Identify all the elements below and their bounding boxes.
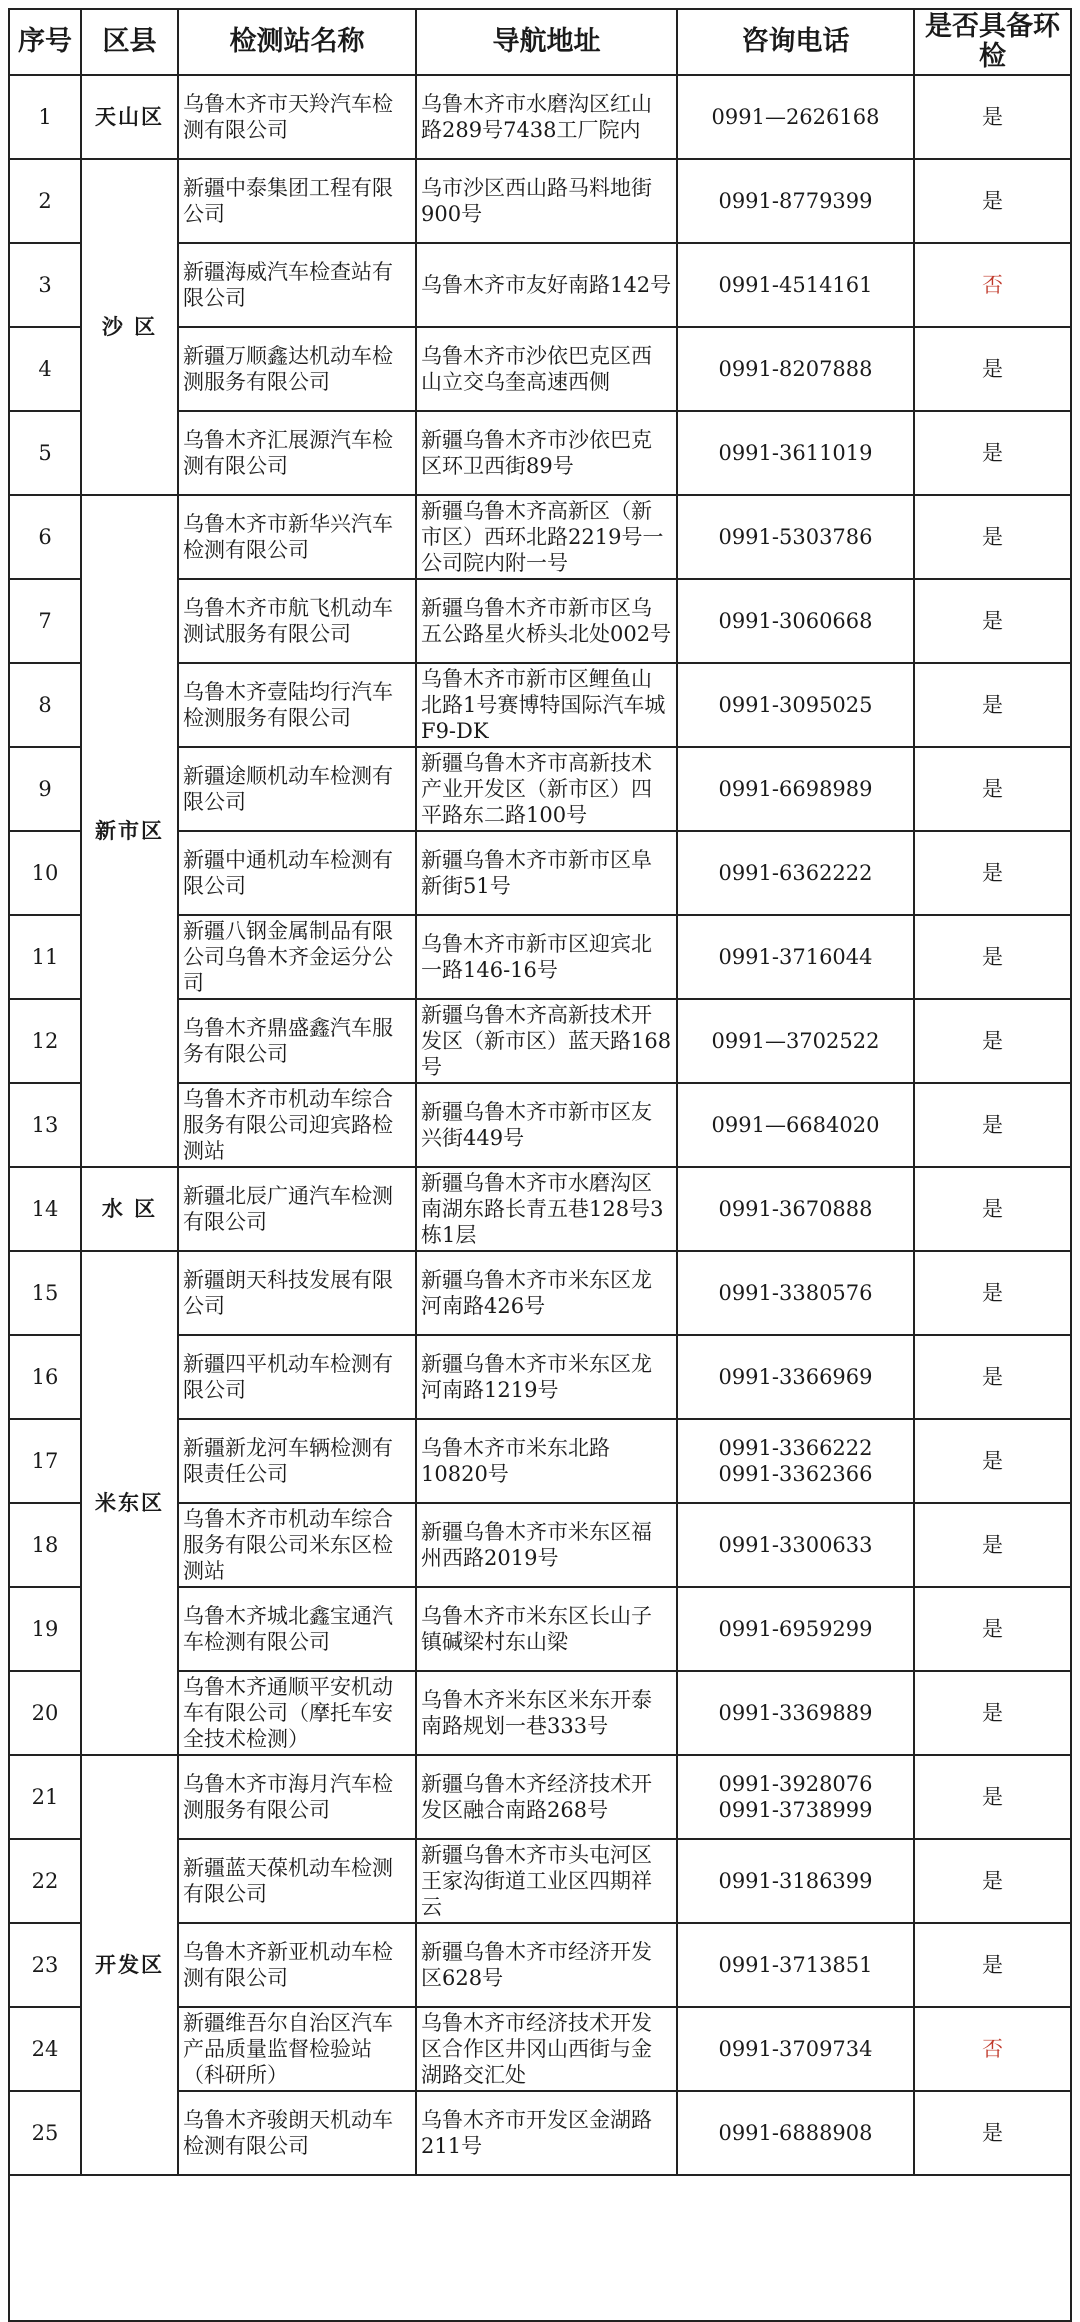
- env-check-status: 是: [914, 75, 1071, 159]
- station-phone: [677, 495, 914, 579]
- env-check-status: 是: [914, 1251, 1071, 1335]
- table-row: [9, 495, 1071, 579]
- phone-number: 0991-5303786: [718, 525, 873, 549]
- station-name: 新疆中通机动车检测有限公司: [178, 831, 416, 915]
- station-address: 新疆乌鲁木齐市新市区阜新街51号: [416, 831, 677, 915]
- station-phone: [677, 411, 914, 495]
- station-address: 乌市沙区西山路马料地街900号: [416, 159, 677, 243]
- station-phone: [677, 915, 914, 999]
- station-name: 乌鲁木齐汇展源汽车检测有限公司: [178, 411, 416, 495]
- row-index: 23: [9, 1923, 81, 2007]
- phone-number: 0991-6959299: [718, 1617, 873, 1641]
- empty-cell: [9, 2175, 1071, 2321]
- row-index: 17: [9, 1419, 81, 1503]
- table-row: [9, 75, 1071, 159]
- station-phone: [677, 1587, 914, 1671]
- station-name: 新疆海威汽车检查站有限公司: [178, 243, 416, 327]
- station-name: 新疆途顺机动车检测有限公司: [178, 747, 416, 831]
- station-phone: [677, 1923, 914, 2007]
- station-address: 乌鲁木齐市水磨沟区红山路289号7438工厂院内: [416, 75, 677, 159]
- header-station-name: 检测站名称: [178, 9, 416, 75]
- station-name: 新疆四平机动车检测有限公司: [178, 1335, 416, 1419]
- station-phone: [677, 1419, 914, 1503]
- phone-number: 0991-3095025: [718, 693, 873, 717]
- phone-number: 0991—6684020: [711, 1113, 880, 1137]
- env-check-status: 是: [914, 327, 1071, 411]
- row-index: 9: [9, 747, 81, 831]
- table-body: [9, 75, 1071, 2321]
- phone-number: 0991-3670888: [718, 1197, 873, 1221]
- station-phone: [677, 579, 914, 663]
- district-cell: 天山区: [81, 75, 178, 159]
- env-check-status: 是: [914, 1923, 1071, 2007]
- phone-number: 0991-3709734: [718, 2037, 873, 2061]
- env-check-status: 是: [914, 999, 1071, 1083]
- env-check-status: 是: [914, 1167, 1071, 1251]
- station-phone: [677, 2007, 914, 2091]
- station-name: 乌鲁木齐市机动车综合服务有限公司米东区检测站: [178, 1503, 416, 1587]
- district-cell: 开发区: [81, 1755, 178, 2175]
- phone-number: 0991-3611019: [718, 441, 873, 465]
- station-name: 新疆朗天科技发展有限公司: [178, 1251, 416, 1335]
- station-name: 乌鲁木齐城北鑫宝通汽车检测有限公司: [178, 1587, 416, 1671]
- phone-number: 0991-8207888: [718, 357, 873, 381]
- station-name: 乌鲁木齐市机动车综合服务有限公司迎宾路检测站: [178, 1083, 416, 1167]
- env-check-status: 是: [914, 159, 1071, 243]
- station-phone: [677, 1167, 914, 1251]
- row-index: 15: [9, 1251, 81, 1335]
- station-address: 新疆乌鲁木齐市新市区友兴街449号: [416, 1083, 677, 1167]
- env-check-status: 是: [914, 1083, 1071, 1167]
- station-address: 乌鲁木齐市经济技术开发区合作区井冈山西街与金湖路交汇处: [416, 2007, 677, 2091]
- empty-row: [9, 2175, 1071, 2321]
- district-cell: 米东区: [81, 1251, 178, 1755]
- row-index: 2: [9, 159, 81, 243]
- station-phone: [677, 2091, 914, 2175]
- station-phone: [677, 747, 914, 831]
- table-row: [9, 1167, 1071, 1251]
- station-phone: [677, 1335, 914, 1419]
- station-address: 新疆乌鲁木齐高新技术开发区（新市区）蓝天路168号: [416, 999, 677, 1083]
- station-name: 新疆维吾尔自治区汽车产品质量监督检验站（科研所）: [178, 2007, 416, 2091]
- row-index: 3: [9, 243, 81, 327]
- district-cell: 沙 区: [81, 159, 178, 495]
- row-index: 24: [9, 2007, 81, 2091]
- station-address: 乌鲁木齐市新市区迎宾北一路146-16号: [416, 915, 677, 999]
- header-district: 区县: [81, 9, 178, 75]
- phone-number-secondary: 0991-3738999: [718, 1798, 873, 1822]
- station-name: 乌鲁木齐鼎盛鑫汽车服务有限公司: [178, 999, 416, 1083]
- station-name: 新疆中泰集团工程有限公司: [178, 159, 416, 243]
- station-address: 乌鲁木齐市开发区金湖路211号: [416, 2091, 677, 2175]
- station-name: 乌鲁木齐市航飞机动车测试服务有限公司: [178, 579, 416, 663]
- station-name: 乌鲁木齐通顺平安机动车有限公司（摩托车安全技术检测）: [178, 1671, 416, 1755]
- station-address: 乌鲁木齐市米东区长山子镇碱梁村东山梁: [416, 1587, 677, 1671]
- env-check-status: 是: [914, 1755, 1071, 1839]
- table-row: [9, 159, 1071, 243]
- phone-number: 0991-3060668: [718, 609, 873, 633]
- station-name: 新疆北辰广通汽车检测有限公司: [178, 1167, 416, 1251]
- phone-number: 0991-6698989: [718, 777, 873, 801]
- env-check-status: 是: [914, 1839, 1071, 1923]
- phone-number: 0991-3380576: [718, 1281, 873, 1305]
- station-address: 新疆乌鲁木齐市米东区福州西路2019号: [416, 1503, 677, 1587]
- station-phone: [677, 159, 914, 243]
- row-index: 14: [9, 1167, 81, 1251]
- row-index: 1: [9, 75, 81, 159]
- env-check-status: 是: [914, 495, 1071, 579]
- env-check-status: 是: [914, 1671, 1071, 1755]
- env-check-status: 是: [914, 1503, 1071, 1587]
- row-index: 18: [9, 1503, 81, 1587]
- station-phone: [677, 327, 914, 411]
- phone-number: 0991-3186399: [718, 1869, 873, 1893]
- phone-number: 0991-3716044: [718, 945, 873, 969]
- station-address: 新疆乌鲁木齐市高新技术产业开发区（新市区）四平路东二路100号: [416, 747, 677, 831]
- row-index: 22: [9, 1839, 81, 1923]
- row-index: 12: [9, 999, 81, 1083]
- station-name: 乌鲁木齐新亚机动车检测有限公司: [178, 1923, 416, 2007]
- station-name: 乌鲁木齐市天羚汽车检测有限公司: [178, 75, 416, 159]
- station-phone: [677, 663, 914, 747]
- station-address: 新疆乌鲁木齐市新市区乌五公路星火桥头北处002号: [416, 579, 677, 663]
- header-env-check: 是否具备环检: [914, 9, 1071, 75]
- header-index: 序号: [9, 9, 81, 75]
- station-phone: [677, 1503, 914, 1587]
- table-row: [9, 1251, 1071, 1335]
- table-row: [9, 1755, 1071, 1839]
- station-name: 乌鲁木齐骏朗天机动车检测有限公司: [178, 2091, 416, 2175]
- station-name: 新疆蓝天葆机动车检测有限公司: [178, 1839, 416, 1923]
- station-address: 新疆乌鲁木齐市经济开发区628号: [416, 1923, 677, 2007]
- station-name: 乌鲁木齐壹陆均行汽车检测服务有限公司: [178, 663, 416, 747]
- env-check-status: 是: [914, 1335, 1071, 1419]
- station-name: 新疆新龙河车辆检测有限责任公司: [178, 1419, 416, 1503]
- row-index: 5: [9, 411, 81, 495]
- row-index: 19: [9, 1587, 81, 1671]
- env-check-status: 是: [914, 411, 1071, 495]
- phone-number: 0991-6362222: [718, 861, 873, 885]
- phone-number: 0991—3702522: [711, 1029, 880, 1053]
- row-index: 20: [9, 1671, 81, 1755]
- station-name: 新疆万顺鑫达机动车检测服务有限公司: [178, 327, 416, 411]
- row-index: 8: [9, 663, 81, 747]
- station-address: 乌鲁木齐米东区米东开泰南路规划一巷333号: [416, 1671, 677, 1755]
- env-check-status: 是: [914, 2091, 1071, 2175]
- phone-number: 0991-3928076: [718, 1772, 873, 1796]
- phone-number: 0991-3713851: [718, 1953, 873, 1977]
- station-address: 新疆乌鲁木齐高新区（新市区）西环北路2219号一公司院内附一号: [416, 495, 677, 579]
- station-phone: [677, 1671, 914, 1755]
- row-index: 21: [9, 1755, 81, 1839]
- env-check-status: 是: [914, 1419, 1071, 1503]
- station-phone: [677, 1251, 914, 1335]
- env-check-status: 是: [914, 579, 1071, 663]
- phone-number: 0991-3300633: [718, 1533, 873, 1557]
- header-row: [9, 9, 1071, 75]
- phone-number: 0991-3366222: [718, 1436, 873, 1460]
- station-address: 新疆乌鲁木齐市水磨沟区南湖东路长青五巷128号3栋1层: [416, 1167, 677, 1251]
- station-name: 乌鲁木齐市新华兴汽车检测有限公司: [178, 495, 416, 579]
- row-index: 13: [9, 1083, 81, 1167]
- env-check-status: 是: [914, 915, 1071, 999]
- env-check-status: 否: [914, 2007, 1071, 2091]
- row-index: 11: [9, 915, 81, 999]
- env-check-status: 是: [914, 663, 1071, 747]
- station-phone: [677, 243, 914, 327]
- station-address: 新疆乌鲁木齐市沙依巴克区环卫西街89号: [416, 411, 677, 495]
- phone-number-secondary: 0991-3362366: [718, 1462, 873, 1486]
- station-phone: [677, 1755, 914, 1839]
- phone-number: 0991-3366969: [718, 1365, 873, 1389]
- station-address: 新疆乌鲁木齐市头屯河区王家沟街道工业区四期祥云: [416, 1839, 677, 1923]
- station-phone: [677, 999, 914, 1083]
- row-index: 4: [9, 327, 81, 411]
- row-index: 25: [9, 2091, 81, 2175]
- phone-number: 0991-4514161: [718, 273, 873, 297]
- env-check-status: 是: [914, 747, 1071, 831]
- station-address: 新疆乌鲁木齐经济技术开发区融合南路268号: [416, 1755, 677, 1839]
- station-phone: [677, 831, 914, 915]
- env-check-status: 否: [914, 243, 1071, 327]
- station-address: 乌鲁木齐市米东北路10820号: [416, 1419, 677, 1503]
- row-index: 6: [9, 495, 81, 579]
- station-address: 新疆乌鲁木齐市米东区龙河南路1219号: [416, 1335, 677, 1419]
- station-address: 乌鲁木齐市友好南路142号: [416, 243, 677, 327]
- district-cell: 水 区: [81, 1167, 178, 1251]
- header-phone: 咨询电话: [677, 9, 914, 75]
- station-address: 乌鲁木齐市新市区鲤鱼山北路1号赛博特国际汽车城F9-DK: [416, 663, 677, 747]
- district-cell: 新市区: [81, 495, 178, 1167]
- inspection-station-table: [8, 8, 1072, 2322]
- phone-number: 0991—2626168: [711, 105, 880, 129]
- station-phone: [677, 75, 914, 159]
- station-address: 新疆乌鲁木齐市米东区龙河南路426号: [416, 1251, 677, 1335]
- phone-number: 0991-6888908: [718, 2121, 873, 2145]
- station-name: 乌鲁木齐市海月汽车检测服务有限公司: [178, 1755, 416, 1839]
- phone-number: 0991-3369889: [718, 1701, 873, 1725]
- phone-number: 0991-8779399: [718, 189, 873, 213]
- env-check-status: 是: [914, 1587, 1071, 1671]
- header-address: 导航地址: [416, 9, 677, 75]
- row-index: 10: [9, 831, 81, 915]
- env-check-status: 是: [914, 831, 1071, 915]
- station-name: 新疆八钢金属制品有限公司乌鲁木齐金运分公司: [178, 915, 416, 999]
- station-phone: [677, 1083, 914, 1167]
- row-index: 16: [9, 1335, 81, 1419]
- station-phone: [677, 1839, 914, 1923]
- station-address: 乌鲁木齐市沙依巴克区西山立交乌奎高速西侧: [416, 327, 677, 411]
- row-index: 7: [9, 579, 81, 663]
